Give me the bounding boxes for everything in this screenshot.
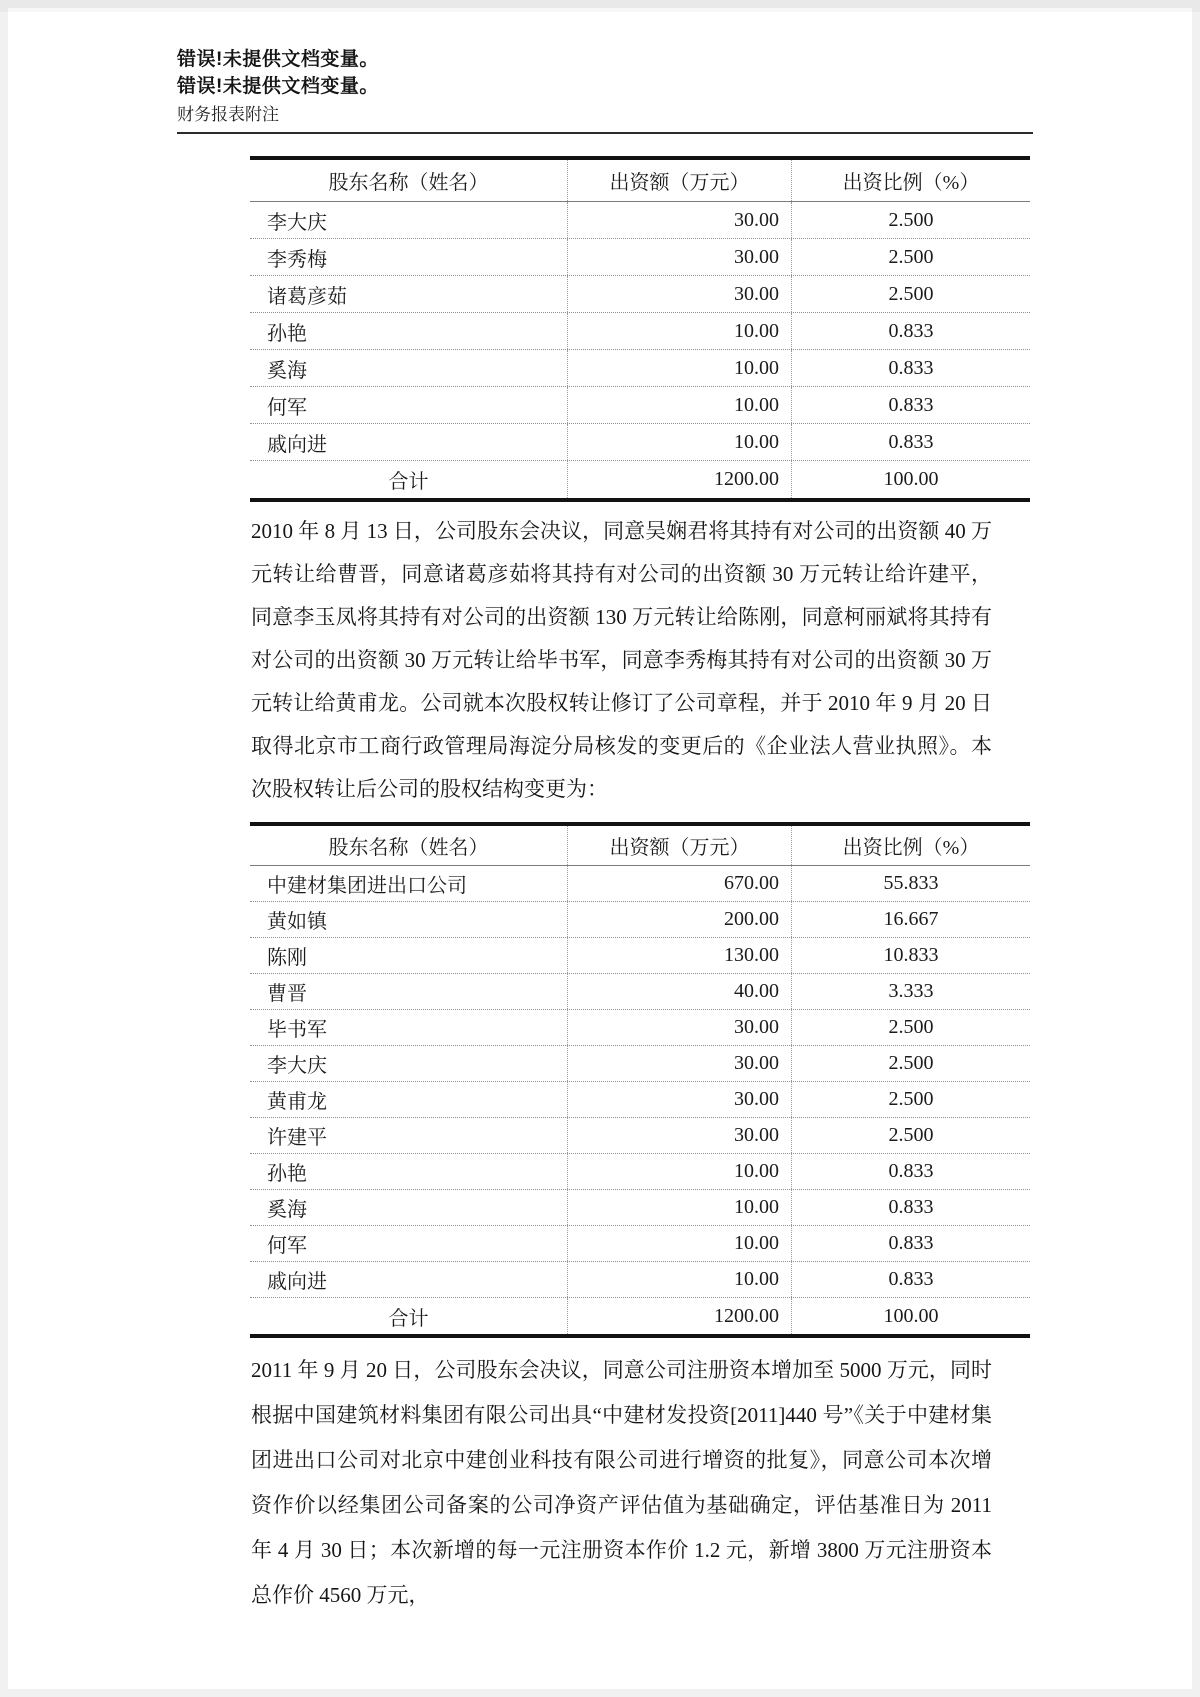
shareholder-name-cell: 李大庆 [267,1055,327,1077]
contribution-amount-cell: 10.00 [567,1154,791,1189]
table-row [250,1154,1030,1190]
header-row [250,826,1030,866]
table-row [250,350,1030,387]
contribution-ratio-cell: 16.667 [791,902,1030,937]
contribution-amount-cell: 30.00 [567,202,791,238]
total-shareholder-name: 合计 [388,1307,429,1330]
table-row [250,276,1030,313]
contribution-amount-cell: 30.00 [567,276,791,312]
contribution-amount-cell: 10.00 [567,424,791,460]
table-row [250,239,1030,276]
contribution-amount-cell: 10.00 [567,313,791,349]
shareholder-name-cell: 戚向进 [267,433,327,456]
contribution-ratio-cell: 0.833 [791,350,1030,386]
shareholder-table-after-transfer [250,822,1030,1338]
total-row [250,1298,1030,1334]
contribution-amount-cell: 10.00 [567,1262,791,1297]
col-header-contribution-amount: 出资额（万元） [567,826,791,865]
contribution-ratio-cell: 2.500 [791,1010,1030,1045]
shareholder-name-cell: 陈刚 [267,947,307,969]
contribution-amount-cell: 10.00 [567,350,791,386]
shareholder-name-cell: 奚海 [267,1199,307,1221]
contribution-amount-cell: 10.00 [567,387,791,423]
contribution-ratio-cell: 0.833 [791,424,1030,460]
contribution-ratio-cell: 2.500 [791,1118,1030,1153]
col-header-contribution-ratio: 出资比例（%） [791,160,1030,201]
contribution-amount-cell: 130.00 [567,938,791,973]
table-row [250,1082,1030,1118]
contribution-ratio-cell: 3.333 [791,974,1030,1009]
contribution-ratio-cell: 2.500 [791,1046,1030,1081]
table-row [250,974,1030,1010]
shareholder-name-cell: 曹晋 [267,983,307,1005]
table-row [250,866,1030,902]
contribution-amount-cell: 30.00 [567,1118,791,1153]
contribution-ratio-cell: 55.833 [791,866,1030,901]
contribution-ratio-cell: 2.500 [791,276,1030,312]
shareholder-name-cell: 戚向进 [267,1271,327,1293]
contribution-ratio-cell: 10.833 [791,938,1030,973]
contribution-amount-cell: 30.00 [567,1046,791,1081]
contribution-amount-cell: 10.00 [567,1190,791,1225]
shareholder-name-cell: 许建平 [267,1127,327,1149]
header-divider-rule [177,132,1033,134]
shareholder-name-cell: 何军 [267,1235,307,1257]
table-row [250,202,1030,239]
table-row [250,1046,1030,1082]
contribution-amount-cell: 40.00 [567,974,791,1009]
shareholder-name-cell: 中建材集团进出口公司 [267,875,467,897]
contribution-ratio-cell: 0.833 [791,1262,1030,1297]
table-row [250,938,1030,974]
page-header [177,46,379,128]
contribution-ratio-cell: 0.833 [791,1190,1030,1225]
table-row [250,1010,1030,1046]
table-row [250,424,1030,461]
table-row [250,1190,1030,1226]
total-shareholder-name: 合计 [388,471,429,493]
contribution-ratio-cell: 0.833 [791,1154,1030,1189]
section-title: 财务报表附注 [177,105,279,124]
doc-variable-error-line-2: 错误!未提供文档变量。 [177,76,379,97]
contribution-ratio-cell: 2.500 [791,239,1030,275]
contribution-ratio-cell: 2.500 [791,202,1030,238]
contribution-ratio-cell: 0.833 [791,1226,1030,1261]
shareholder-name-cell: 奚海 [267,359,307,382]
total-contribution-ratio: 100.00 [791,1298,1030,1334]
shareholder-name-cell: 毕书军 [267,1019,327,1041]
shareholder-name-cell: 孙艳 [267,1163,307,1185]
shareholder-name-cell: 何军 [267,396,307,419]
contribution-amount-cell: 10.00 [567,1226,791,1261]
table-row [250,1226,1030,1262]
contribution-amount-cell: 30.00 [567,239,791,275]
shareholder-name-cell: 李大庆 [267,211,327,234]
table-row [250,1262,1030,1298]
total-contribution-amount: 1200.00 [567,461,791,498]
contribution-ratio-cell: 0.833 [791,313,1030,349]
table-row [250,1118,1030,1154]
contribution-amount-cell: 670.00 [567,866,791,901]
paragraph-share-transfer-2010: 2010 年 8 月 13 日，公司股东会决议，同意吴娴君将其持有对公司的出资额 40 万元转让给曹晋，同意诸葛彦茹将其持有对公司的出资额 30 万元转让给许建平，同意李玉凤将其持有对公司的出资额 130 万元转让给陈刚，同意柯丽斌将其持有对公司的出资额 30 万元转让给毕书军，同意李秀梅其持有对公司的出资额 30 万元转让给黄甫龙。公司就本次股权转让修订了公司章程，并于 2010 年 9 月 20 日取得北京市工商行政管理局海淀分局核发的变更后的《企业法人营业执照》。本次股权转让后公司的股权结构变更为： [251,519,992,801]
table-row [250,313,1030,350]
contribution-amount-cell: 200.00 [567,902,791,937]
contribution-amount-cell: 30.00 [567,1010,791,1045]
contribution-ratio-cell: 0.833 [791,387,1030,423]
total-contribution-amount: 1200.00 [567,1298,791,1334]
header-row [250,160,1030,202]
shareholder-name-cell: 孙艳 [267,322,307,345]
col-header-contribution-amount: 出资额（万元） [567,160,791,201]
col-header-contribution-ratio: 出资比例（%） [791,826,1030,865]
paragraph-capital-increase-2011: 2011 年 9 月 20 日，公司股东会决议，同意公司注册资本增加至 5000 万元，同时根据中国建筑材料集团有限公司出具“中建材发投资[2011]440 号”《关于中建材集团进出口公司对北京中建创业科技有限公司进行增资的批复》，同意公司本次增资作价以经集团公司备案的公司净资产评估值为基础确定，评估基准日为 2011 年 4 月 30 日；本次新增的每一元注册资本作价 1.2 元，新增 3800 万元注册资本总作价 4560 万元， [251,1358,992,1607]
shareholder-name-cell: 诸葛彦茹 [267,285,347,308]
total-contribution-ratio: 100.00 [791,461,1030,498]
shareholder-name-cell: 黄甫龙 [267,1091,327,1113]
shareholder-name-cell: 黄如镇 [267,911,327,933]
col-header-shareholder-name: 股东名称（姓名） [328,172,489,194]
contribution-ratio-cell: 2.500 [791,1082,1030,1117]
table-row [250,902,1030,938]
table-row [250,387,1030,424]
shareholder-name-cell: 李秀梅 [267,248,327,271]
total-row [250,461,1030,498]
doc-variable-error-line-1: 错误!未提供文档变量。 [177,49,379,70]
col-header-shareholder-name: 股东名称（姓名） [328,837,489,859]
contribution-amount-cell: 30.00 [567,1082,791,1117]
shareholder-table-before-transfer [250,156,1030,502]
